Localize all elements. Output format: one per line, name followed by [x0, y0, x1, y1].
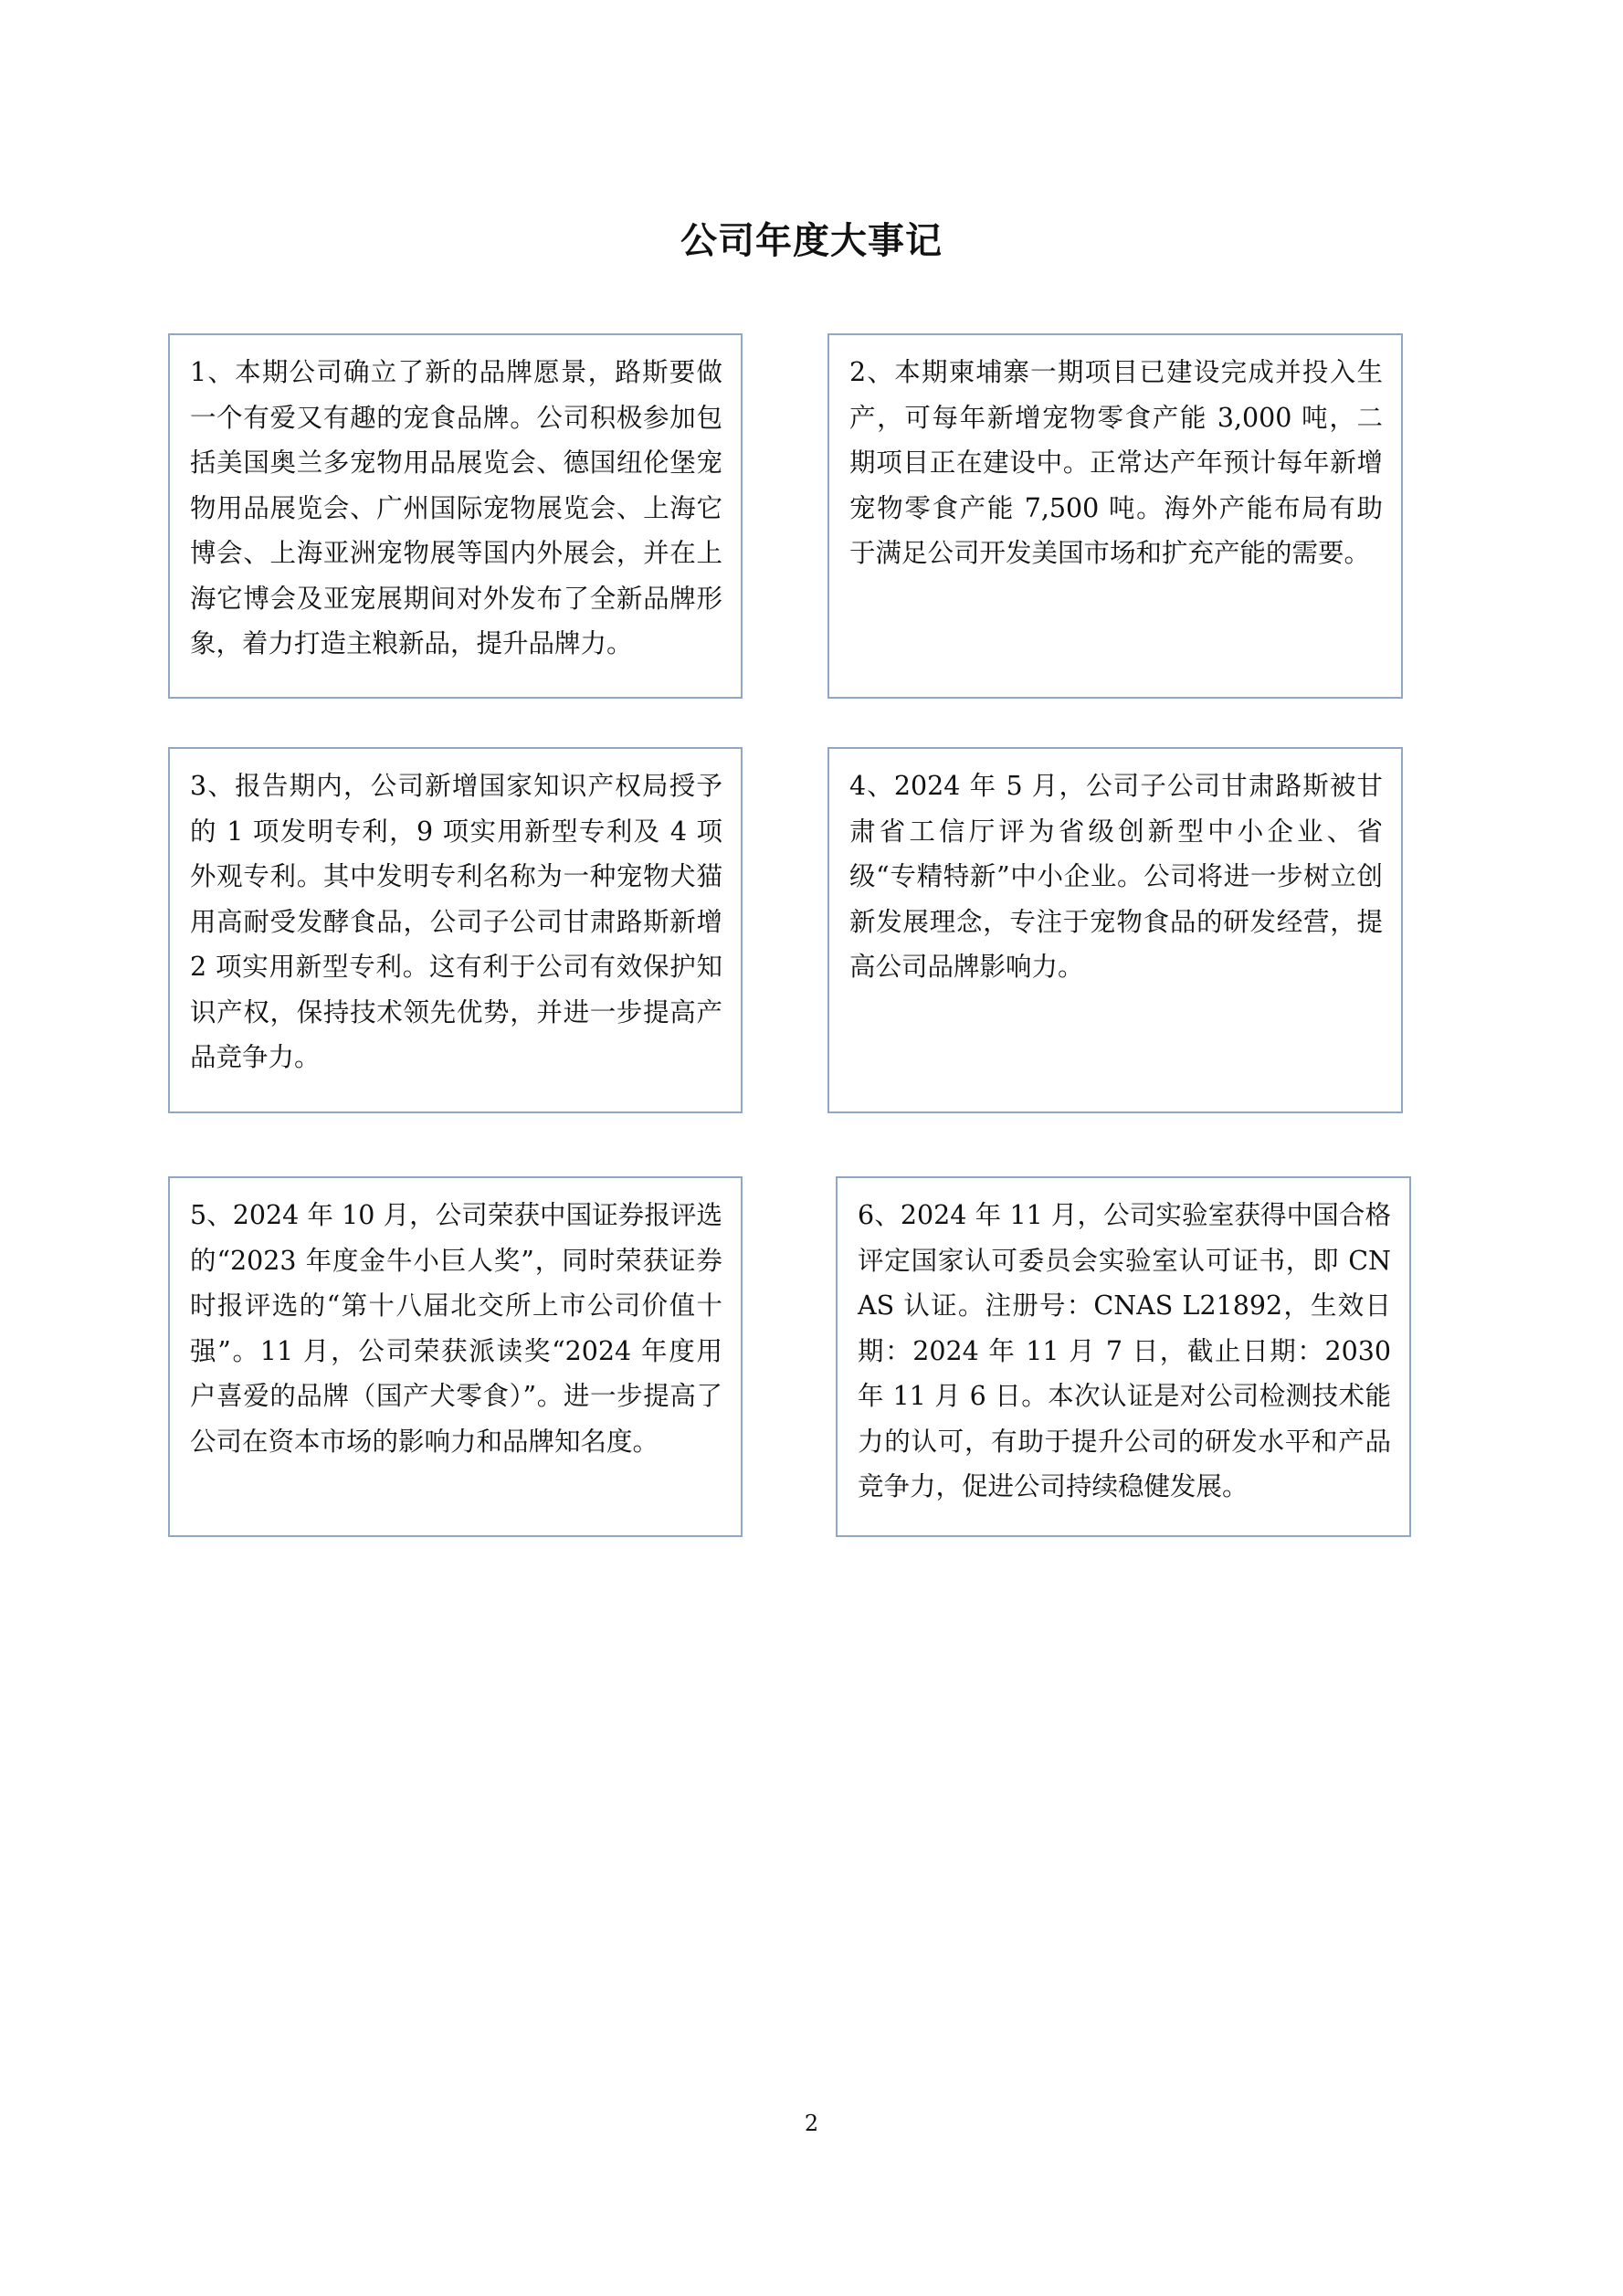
event-text-3: 3、报告期内，公司新增国家知识产权局授予的 1 项发明专利，9 项实用新型专利及 4 项外观专利。其中发明专利名称为一种宠物犬猫用高耐受发酵食品，公司子公司甘肃路斯新增 2 项实用新型专利。这有利于公司有效保护知识产权，保持技术领先优势，并进一步提高产品竞争力。 [190, 771, 722, 1072]
page-title: 公司年度大事记 [680, 220, 943, 262]
event-box-5 [168, 1176, 743, 1537]
event-text-2: 2、本期柬埔寨一期项目已建设完成并投入生产，可每年新增宠物零食产能 3,000 吨，二期项目正在建设中。正常达产年预计每年新增宠物零食产能 7,500 吨。海外产能布局有助于满足公司开发美国市场和扩充产能的需要。 [849, 357, 1383, 568]
page-number: 2 [804, 2111, 819, 2136]
event-text-4: 4、2024 年 5 月，公司子公司甘肃路斯被甘肃省工信厅评为省级创新型中小企业、省级“专精特新”中小企业。公司将进一步树立创新发展理念，专注于宠物食品的研发经营，提高公司品牌影响力。 [849, 771, 1383, 982]
event-text-1: 1、本期公司确立了新的品牌愿景，路斯要做一个有爱又有趣的宠食品牌。公司积极参加包括美国奥兰多宠物用品展览会、德国纽伦堡宠物用品展览会、广州国际宠物展览会、上海它博会、上海亚洲宠物展等国内外展会，并在上海它博会及亚宠展期间对外发布了全新品牌形象，着力打造主粮新品，提升品牌力。 [190, 357, 722, 658]
event-box-1 [168, 333, 743, 699]
event-text-5: 5、2024 年 10 月，公司荣获中国证券报评选的“2023 年度金牛小巨人奖”，同时荣获证券时报评选的“第十八届北交所上市公司价值十强”。11 月，公司荣获派读奖“2024 年度用户喜爱的品牌（国产犬零食）”。进一步提高了公司在资本市场的影响力和品牌知名度。 [190, 1200, 722, 1457]
event-box-6 [836, 1176, 1411, 1537]
event-box-2 [827, 333, 1403, 699]
event-box-3 [168, 747, 743, 1113]
event-box-4 [827, 747, 1403, 1113]
event-text-6: 6、2024 年 11 月，公司实验室获得中国合格评定国家认可委员会实验室认可证书，即 CNAS 认证。注册号：CNAS L21892，生效日期：2024 年 11 月 7 日，截止日期：2030 年 11 月 6 日。本次认证是对公司检测技术能力的认可，有助于提升公司的研发水平和产品竞争力，促进公司持续稳健发展。 [858, 1200, 1391, 1501]
